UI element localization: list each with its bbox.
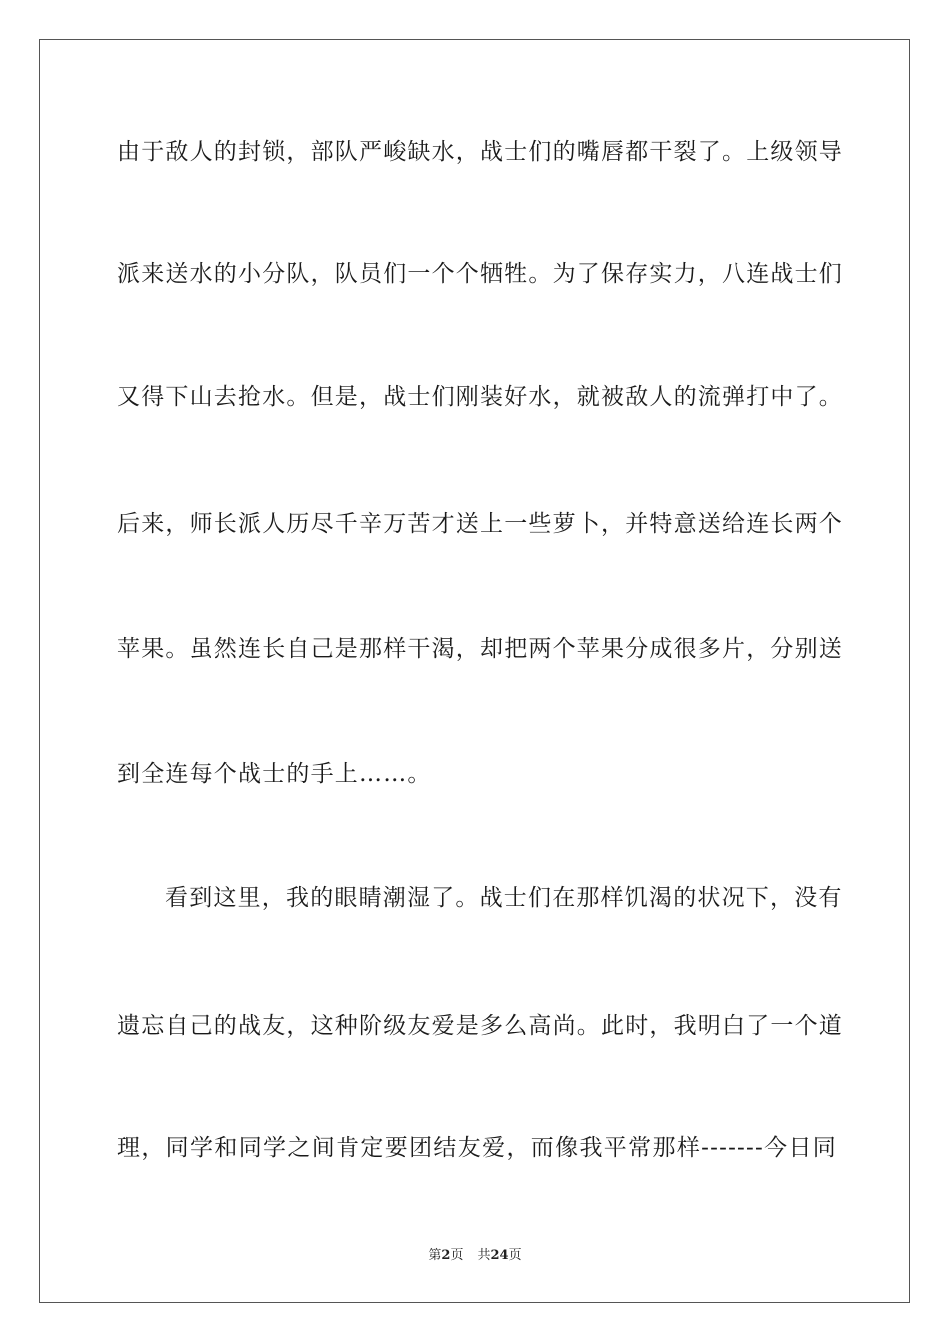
text-line-9: 理，同学和同学之间肯定要团结友爱，而像我平常那样-------今日同 — [117, 1135, 837, 1161]
total-suffix: 页 — [508, 1248, 522, 1263]
text-line-5: 苹果。虽然连长自己是那样干渴，却把两个苹果分成很多片，分别送 — [117, 636, 843, 662]
text-line-4: 后来，师长派人历尽千辛万苦才送上一些萝卜，并特意送给连长两个 — [117, 511, 843, 537]
text-line-2: 派来送水的小分队，队员们一个个牺牲。为了保存实力，八连战士们 — [117, 261, 843, 287]
text-line-1: 由于敌人的封锁，部队严峻缺水，战士们的嘴唇都干裂了。上级领导 — [117, 139, 843, 165]
total-prefix: 共 — [477, 1248, 491, 1263]
page-prefix: 第 — [428, 1248, 442, 1263]
page-total: 24 — [490, 1248, 509, 1263]
page-suffix: 页 — [450, 1248, 464, 1263]
text-line-3: 又得下山去抢水。但是，战士们刚装好水，就被敌人的流弹打中了。 — [117, 384, 843, 410]
text-line-6: 到全连每个战士的手上……。 — [117, 761, 432, 787]
text-line-8: 遗忘自己的战友，这种阶级友爱是多么高尚。此时，我明白了一个道 — [117, 1013, 843, 1039]
page-current: 2 — [441, 1248, 451, 1263]
paragraph-start-line: 看到这里，我的眼睛潮湿了。战士们在那样饥渴的状况下，没有 — [165, 885, 843, 911]
page-footer — [0, 1247, 950, 1265]
page-frame — [39, 39, 910, 1303]
